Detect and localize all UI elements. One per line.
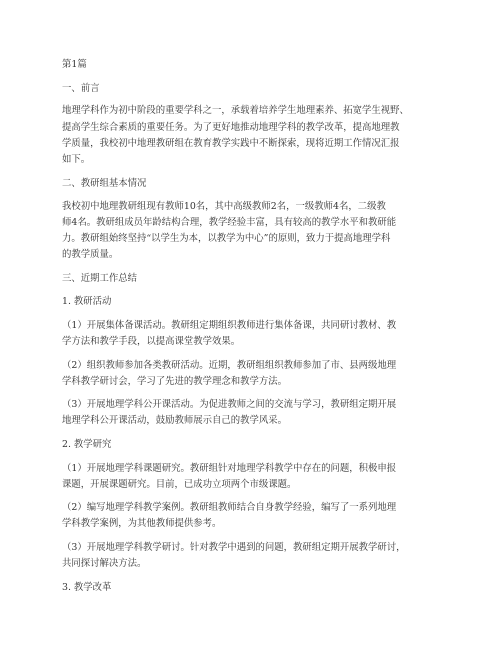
paragraph-line: 地理学科作为初中阶段的重要学科之一，承载着培养学生地理素养、拓宽学生视野、 bbox=[62, 105, 409, 116]
subsection-heading: 3. 教学改革 bbox=[62, 582, 112, 593]
paragraph-line: 师4名。教研组成员年龄结构合理，教学经验丰富，具有较高的教学水平和教研能 bbox=[62, 217, 397, 228]
paragraph-line: 学科教学研讨会，学习了先进的教学理念和教学方法。 bbox=[62, 376, 288, 387]
paragraph-line: （1）开展地理学科课题研究。教研组针对地理学科教学中存在的问题，积极申报 bbox=[62, 463, 397, 474]
paragraph-line: （3）开展地理学科公开课活动。为促进教师之间的交流与学习，教研组定期开展 bbox=[62, 399, 397, 410]
paragraph-line: 力。教研组始终坚持“以学生为本，以教学为中心”的原则，致力于提高地理学科 bbox=[62, 233, 391, 244]
paragraph-line: 学质量，我校初中地理教研组在教育教学实践中不断探索，现将近期工作情况汇报 bbox=[62, 138, 400, 149]
paragraph-line: 地理学科公开课活动，鼓励教师展示自己的教学风采。 bbox=[62, 415, 288, 426]
paragraph-line: 学科教学案例，为其他教师提供参考。 bbox=[62, 518, 222, 529]
paragraph-line: 提高学生综合素质的重要任务。为了更好地推动地理学科的教学改革，提高地理教 bbox=[62, 122, 400, 133]
paragraph-line: （2）编写地理学科教学案例。教研组教师结合自身教学经验，编写了一系列地理 bbox=[62, 502, 397, 513]
paragraph-line: 课题，开展课题研究。目前，已成功立项两个市级课题。 bbox=[62, 479, 297, 490]
section-heading: 一、前言 bbox=[62, 83, 100, 94]
paragraph-line: （1）开展集体备课活动。教研组定期组织教师进行集体备课，共同研讨教材、教 bbox=[62, 320, 397, 331]
subsection-heading: 1. 教研活动 bbox=[62, 296, 112, 307]
paragraph-line: （2）组织教师参加各类教研活动。近期，教研组组织教师参加了市、县两级地理 bbox=[62, 360, 397, 371]
paragraph-line: 如下。 bbox=[62, 154, 91, 165]
paragraph-line: 的教学质量。 bbox=[62, 249, 119, 260]
paragraph-line: 我校初中地理教研组现有教师10名，其中高级教师2名，一级教师4名，二级教 bbox=[62, 201, 386, 212]
paragraph-line: （3）开展地理学科教学研讨。针对教学中遇到的问题，教研组定期开展教学研讨， bbox=[62, 542, 406, 553]
section-heading: 二、教研组基本情况 bbox=[62, 178, 147, 189]
subsection-heading: 2. 教学研究 bbox=[62, 439, 112, 450]
page-label: 第1篇 bbox=[62, 59, 87, 70]
paragraph-line: 学方法和教学手段，以提高课堂教学效果。 bbox=[62, 336, 241, 347]
section-heading: 三、近期工作总结 bbox=[62, 273, 138, 284]
paragraph-line: 共同探讨解决方法。 bbox=[62, 558, 147, 569]
